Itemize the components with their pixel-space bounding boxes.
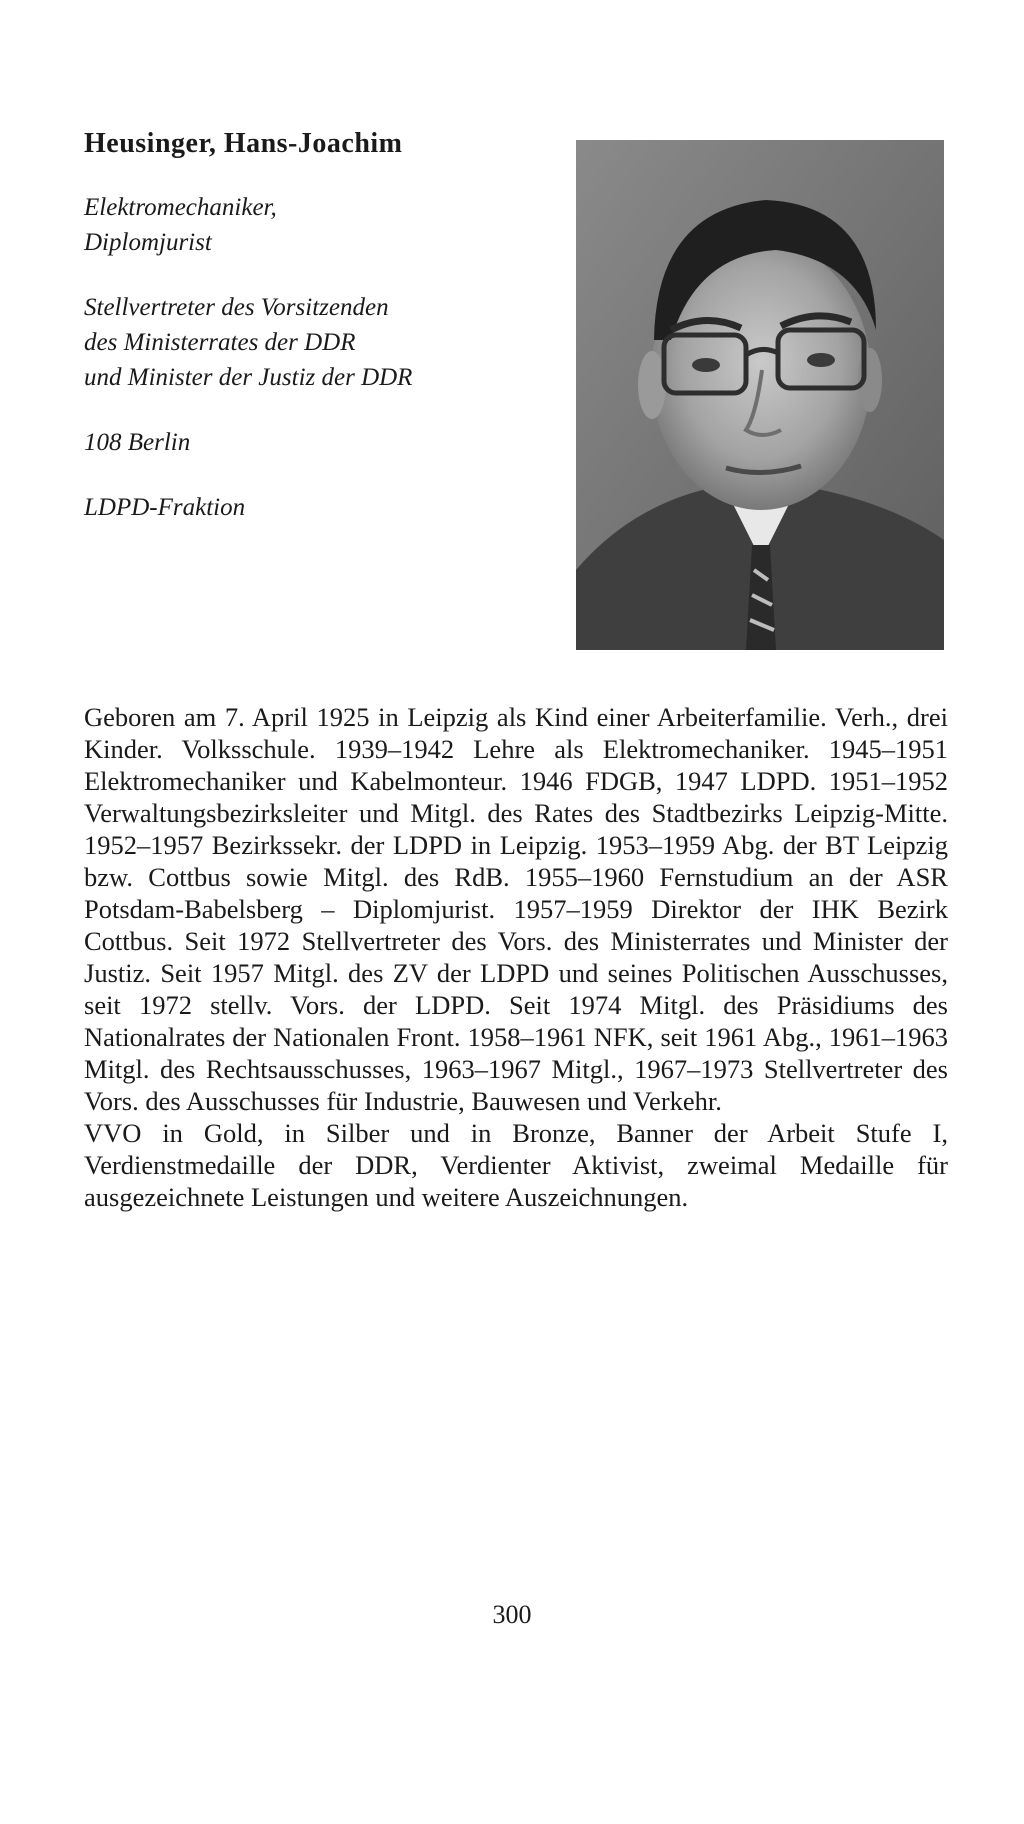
page-number: 300 [492, 1600, 532, 1629]
position-line-3: und Minister der Justiz der DDR [84, 364, 413, 391]
faction: LDPD-Fraktion [84, 494, 246, 521]
person-name: Heusinger, Hans-Joachim [84, 128, 403, 159]
position-line-2: des Ministerrates der DDR [84, 329, 356, 356]
portrait-photo [576, 140, 944, 650]
biography-text [84, 701, 948, 1213]
biography-paragraph-2: VVO in Gold, in Silber und in Bronze, Banner der Arbeit Stufe I, Verdienstmedaille der DDR, Verdienter Aktivist, zweimal Medaille für ausgezeichnete Leistungen und weitere Auszeichnungen. [84, 1118, 948, 1212]
location: 108 Berlin [84, 429, 191, 456]
biography-paragraph-1: Geboren am 7. April 1925 in Leipzig als Kind einer Arbeiterfamilie. Verh., drei Kinder. Volksschule. 1939–1942 Lehre als Elektromechaniker. 1945–1951 Elektromechaniker und Kabelmonteur. 1946 FDGB, 1947 LDPD. 1951–1952 Verwaltungsbezirksleiter und Mitgl. des Rates des Stadtbezirks Leipzig-Mitte. 1952–1957 Bezirkssekr. der LDPD in Leipzig. 1953–1959 Abg. der BT Leipzig bzw. Cottbus sowie Mitgl. des RdB. 1955–1960 Fernstudium an der ASR Potsdam-Babelsberg – Diplomjurist. 1957–1959 Direktor der IHK Bezirk Cottbus. Seit 1972 Stellvertreter des Vors. des Ministerrates und Minister der Justiz. Seit 1957 Mitgl. des ZV der LDPD und seines Politischen Ausschusses, seit 1972 stellv. Vors. der LDPD. Seit 1974 Mitgl. des Präsidiums des Nationalrates der Nationalen Front. 1958–1961 NFK, seit 1961 Abg., 1961–1963 Mitgl. des Rechtsausschusses, 1963–1967 Mitgl., 1967–1973 Stellvertreter des Vors. des Ausschusses für Industrie, Bauwesen und Verkehr. [84, 702, 948, 1116]
position-line-1: Stellvertreter des Vorsitzenden [84, 294, 389, 321]
profession-line-2: Diplomjurist [84, 229, 212, 256]
profession-line-1: Elektromechaniker, [84, 194, 277, 221]
